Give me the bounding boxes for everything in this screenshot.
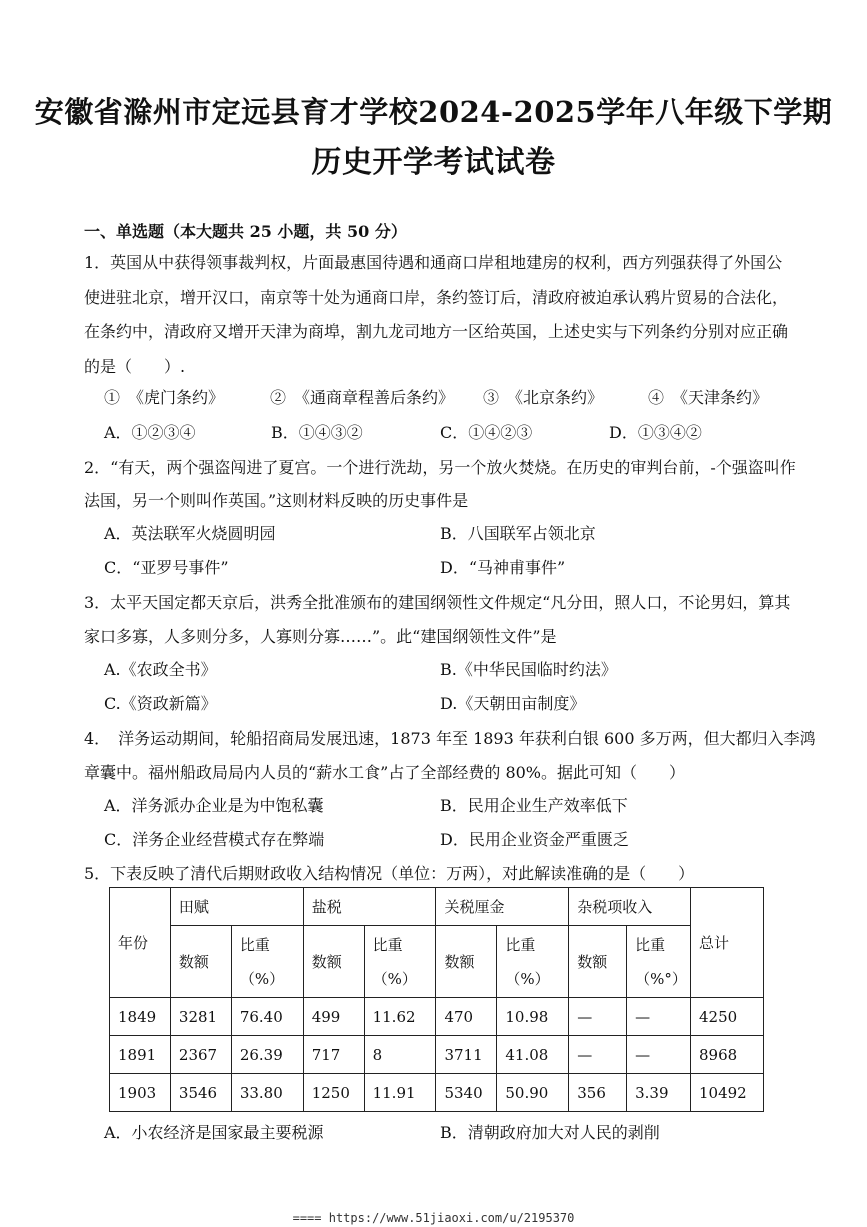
table-cell: 11.91 xyxy=(364,1074,436,1112)
amount-subheader: 数额 xyxy=(436,926,497,998)
table-cell: 33.80 xyxy=(231,1074,303,1112)
table-cell: 41.08 xyxy=(497,1036,569,1074)
total-header: 总计 xyxy=(690,888,763,998)
table-cell: 3281 xyxy=(170,998,231,1036)
ratio-subheader: 比重 （%） xyxy=(231,926,303,998)
table-cell: 11.62 xyxy=(364,998,436,1036)
q1-stem-line: 在条约中，清政府又增开天津为商埠，割九龙司地方一区给英国，上述史实与下列条约分别对应正确 xyxy=(84,322,789,341)
table-cell: 3.39 xyxy=(627,1074,691,1112)
amount-subheader: 数额 xyxy=(303,926,364,998)
q2-option-c: C．“亚罗号事件” xyxy=(104,558,229,577)
q1-stem-line: 使进驻北京，增开汉口，南京等十处为通商口岸，条约签订后，清政府被迫承认鸦片贸易的合法化， xyxy=(84,288,789,307)
q1-item: ③ 《北京条约》 xyxy=(483,388,604,407)
ratio-subheader: 比重 （%） xyxy=(497,926,569,998)
table-cell: 2367 xyxy=(170,1036,231,1074)
table-cell: — xyxy=(569,1036,627,1074)
ratio-subheader: 比重 （%°） xyxy=(627,926,691,998)
table-cell: 5340 xyxy=(436,1074,497,1112)
group-header: 盐税 xyxy=(303,888,436,926)
table-cell: 1891 xyxy=(110,1036,171,1074)
table-cell: 717 xyxy=(303,1036,364,1074)
q1-stem-line: 1．英国从中获得领事裁判权，片面最惠国待遇和通商口岸租地建房的权利，西方列强获得了外国公 xyxy=(84,253,783,272)
q3-option-c: C.《资政新篇》 xyxy=(104,694,217,713)
q3-option-b: B.《中华民国临时约法》 xyxy=(440,660,617,679)
table-cell: 8 xyxy=(364,1036,436,1074)
table-row xyxy=(110,998,764,1036)
q2-option-a: A．英法联军火烧圆明园 xyxy=(104,524,276,543)
document-title-line2: 历史开学考试试卷 xyxy=(311,145,556,180)
q3-stem-line: 家口多寡，人多则分多，人寡则分寡……”。此“建国纲领性文件”是 xyxy=(84,627,557,646)
q4-stem-line: 章囊中。福州船政局局内人员的“薪水工食”占了全部经费的 80%。据此可知（ ） xyxy=(84,763,686,782)
group-header: 关税厘金 xyxy=(436,888,569,926)
q2-stem-line: 法国，另一个则叫作英国。”这则材料反映的历史事件是 xyxy=(84,491,469,510)
table-cell: 3711 xyxy=(436,1036,497,1074)
q4-stem-line: 4． 洋务运动期间，轮船招商局发展迅速，1873 年至 1893 年获利白银 600 多万两，但大都归入李鸿 xyxy=(84,729,816,748)
q3-option-d: D.《天朝田亩制度》 xyxy=(440,694,586,713)
q1-item: ① 《虎门条约》 xyxy=(104,388,225,407)
footer-watermark-url: ==== https://www.51jiaoxi.com/u/2195370 xyxy=(292,1211,575,1225)
q1-option-a: A．①②③④ xyxy=(104,423,196,442)
year-header: 年份 xyxy=(110,888,171,998)
revenue-table xyxy=(109,887,764,1112)
document-title-line1: 安徽省滁州市定远县育才学校2024-2025学年八年级下学期 xyxy=(34,95,833,129)
q4-option-b: B．民用企业生产效率低下 xyxy=(440,796,628,815)
q1-item: ④ 《天津条约》 xyxy=(648,388,769,407)
q4-option-d: D．民用企业资金严重匮乏 xyxy=(440,830,629,849)
q2-option-b: B．八国联军占领北京 xyxy=(440,524,596,543)
table-cell: 76.40 xyxy=(231,998,303,1036)
q1-item: ② 《通商章程善后条约》 xyxy=(270,388,455,407)
table-cell: 1849 xyxy=(110,998,171,1036)
table-cell: — xyxy=(627,1036,691,1074)
table-cell: — xyxy=(569,998,627,1036)
table-cell: 8968 xyxy=(690,1036,763,1074)
group-header: 田赋 xyxy=(170,888,303,926)
q5-stem-line: 5．下表反映了清代后期财政收入结构情况（单位：万两），对此解读准确的是（ ） xyxy=(84,864,695,883)
q4-option-a: A．洋务派办企业是为中饱私囊 xyxy=(104,796,324,815)
q1-stem-line: 的是（ ）. xyxy=(84,357,186,376)
ratio-subheader: 比重 （%） xyxy=(364,926,436,998)
q5-option-b: B．清朝政府加大对人民的剥削 xyxy=(440,1123,660,1142)
table-cell: 50.90 xyxy=(497,1074,569,1112)
group-header: 杂税项收入 xyxy=(569,888,691,926)
table-cell: 10.98 xyxy=(497,998,569,1036)
q3-stem-line: 3．太平天国定都天京后，洪秀全批准颁布的建国纲领性文件规定“凡分田，照人口，不论男妇，算其 xyxy=(84,593,791,612)
q2-option-d: D．“马神甫事件” xyxy=(440,558,566,577)
q1-option-c: C．①④②③ xyxy=(440,423,533,442)
table-cell: — xyxy=(627,998,691,1036)
table-cell: 10492 xyxy=(690,1074,763,1112)
table-cell: 356 xyxy=(569,1074,627,1112)
q4-option-c: C．洋务企业经营模式存在弊端 xyxy=(104,830,325,849)
table-cell: 26.39 xyxy=(231,1036,303,1074)
table-cell: 499 xyxy=(303,998,364,1036)
amount-subheader: 数额 xyxy=(569,926,627,998)
q2-stem-line: 2．“有天，两个强盗闯进了夏宫。一个进行洗劫，另一个放火焚烧。在历史的审判台前，-个强盗叫作 xyxy=(84,458,796,477)
table-cell: 470 xyxy=(436,998,497,1036)
q3-option-a: A.《农政全书》 xyxy=(104,660,217,679)
table-cell: 1250 xyxy=(303,1074,364,1112)
table-row xyxy=(110,1036,764,1074)
q1-option-d: D．①③④② xyxy=(609,423,702,442)
q5-option-a: A．小农经济是国家最主要税源 xyxy=(104,1123,324,1142)
table-row xyxy=(110,1074,764,1112)
table-cell: 4250 xyxy=(690,998,763,1036)
table-cell: 1903 xyxy=(110,1074,171,1112)
table-cell: 3546 xyxy=(170,1074,231,1112)
q1-option-b: B．①④③② xyxy=(271,423,363,442)
section-heading: 一、单选题（本大题共 25 小题，共 50 分） xyxy=(84,222,407,241)
amount-subheader: 数额 xyxy=(170,926,231,998)
